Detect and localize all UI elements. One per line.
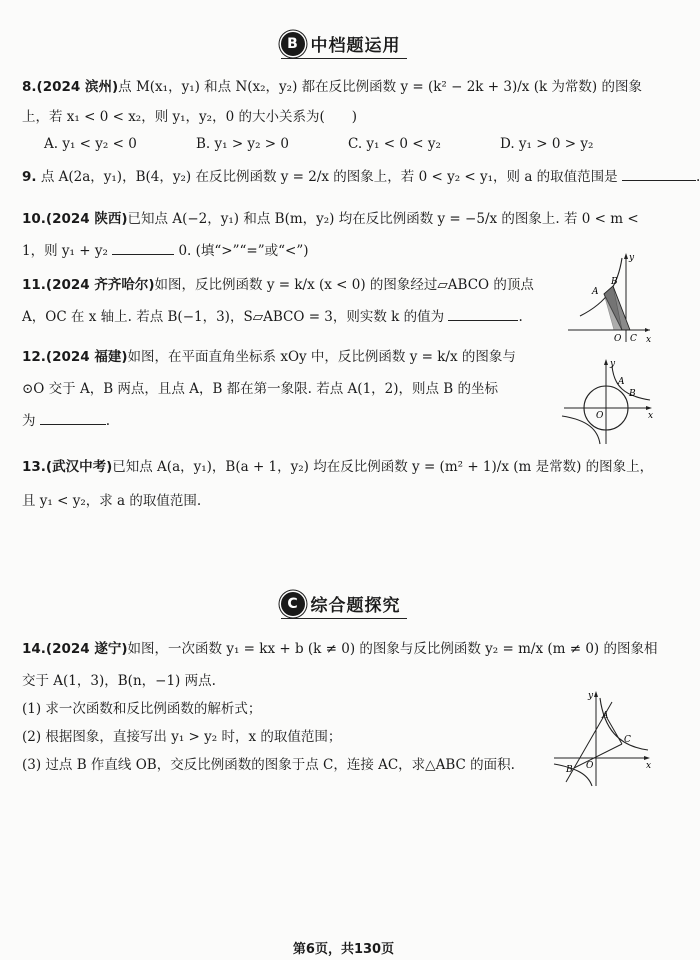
q10-source: (2024 陕西): [45, 211, 128, 227]
q13-source: (武汉中考): [45, 459, 113, 475]
q12-label-x: x: [648, 411, 654, 421]
q14-number: 14.: [22, 641, 46, 657]
q14-figure: [552, 688, 656, 788]
q11-answer-blank[interactable]: [448, 306, 518, 321]
q12-label-o: O: [596, 411, 604, 421]
q13-line1: 已知点 A(a，y₁)，B(a + 1，y₂) 均在反比例函数 y = (m² + 1)/x (m 是常数) 的图象上，: [112, 459, 654, 475]
section-b-badge: B: [281, 32, 305, 56]
q12-label-a: A: [618, 377, 625, 387]
q14-label-x: x: [646, 761, 652, 771]
q14-part-2: (2) 根据图象，直接写出 y₁ > y₂ 时，x 的取值范围；: [22, 729, 342, 745]
q13-number: 13.: [22, 459, 46, 475]
q11-number: 11.: [22, 277, 46, 293]
q8-option-a: A. y₁ < y₂ < 0: [44, 136, 137, 152]
q14-part-3: (3) 过点 B 作直线 OB，交反比例函数的图象于点 C，连接 AC，求△ABC 的面积.: [22, 757, 515, 773]
section-b-header: [0, 30, 687, 60]
q10-line1: 已知点 A(−2，y₁) 和点 B(m，y₂) 均在反比例函数 y = −5/x 的图象上. 若 0 < m <: [127, 211, 639, 227]
q12-line2: ⊙O 交于 A，B 两点，且点 A，B 都在第一象限. 若点 A(1，2)，则点 B 的坐标: [22, 381, 499, 397]
q14-label-b: B: [566, 765, 573, 775]
q11-label-b: B: [611, 277, 618, 287]
q12-figure: [562, 356, 658, 446]
q8-number: 8.: [22, 79, 37, 95]
q14-line2: 交于 A(1，3)，B(n，−1) 两点.: [22, 673, 216, 689]
q14-line1: 如图，一次函数 y₁ = kx + b (k ≠ 0) 的图象与反比例函数 y₂ = m/x (m ≠ 0) 的图象相: [127, 641, 658, 657]
q10-answer-blank[interactable]: [112, 240, 174, 255]
q12-line1: 如图，在平面直角坐标系 xOy 中，反比例函数 y = k/x 的图象与: [127, 349, 516, 365]
q10-line2-a: 1，则 y₁ + y₂: [22, 243, 108, 259]
q11-line1: 如图，反比例函数 y = k/x (x < 0) 的图象经过▱ABCO 的顶点: [154, 277, 534, 293]
section-b-title: 中档题运用: [310, 36, 401, 56]
q14-label-a: A: [602, 711, 609, 721]
q8-option-b: B. y₁ > y₂ > 0: [196, 136, 289, 152]
q12-line3-b: .: [105, 413, 111, 429]
q9-number: 9.: [22, 169, 37, 185]
q12-line3-a: 为: [22, 413, 36, 429]
q11-source: (2024 齐齐哈尔): [45, 277, 155, 293]
q11-line2-b: .: [518, 309, 523, 325]
section-c-header: [0, 590, 687, 620]
q8-line1: 点 M(x₁，y₁) 和点 N(x₂，y₂) 都在反比例函数 y = (k² − 2k + 3)/x (k 为常数) 的图象: [118, 79, 642, 95]
q9-end: .: [695, 169, 700, 185]
q9-answer-blank[interactable]: [622, 166, 696, 181]
q11-label-c: C: [630, 334, 637, 344]
q8-options: [44, 136, 654, 152]
q11-line2-a: A，OC 在 x 轴上. 若点 B(−1，3)，S▱ABCO = 3，则实数 k 的值为: [22, 309, 445, 325]
q13-line2: 且 y₁ < y₂，求 a 的取值范围.: [22, 493, 202, 509]
q12-source: (2024 福建): [45, 349, 128, 365]
q14-source: (2024 遂宁): [45, 641, 128, 657]
q10-number: 10.: [22, 211, 46, 227]
section-c-badge: C: [281, 592, 305, 616]
q12-number: 12.: [22, 349, 46, 365]
q12-answer-blank[interactable]: [40, 410, 106, 425]
section-c-title: 综合题探究: [310, 596, 401, 616]
q8-source: (2024 滨州): [36, 79, 119, 95]
q14-label-c: C: [624, 735, 631, 745]
q14-label-o: O: [586, 761, 594, 771]
q8-option-d: D. y₁ > 0 > y₂: [500, 136, 594, 152]
q14-label-y: y: [588, 691, 594, 701]
q8-line2: 上，若 x₁ < 0 < x₂，则 y₁，y₂，0 的大小关系为( ): [22, 109, 358, 125]
q11-label-x: x: [646, 335, 652, 345]
q11-label-y: y: [629, 253, 635, 263]
q11-label-a: A: [592, 287, 599, 297]
q10-line2-b: 0. (填“>”“=”或“<”): [178, 243, 309, 259]
q11-label-o: O: [614, 334, 622, 344]
q8-option-c: C. y₁ < 0 < y₂: [348, 136, 441, 152]
q11-figure: [566, 250, 658, 346]
page-footer: 第6页，共130页: [292, 942, 395, 957]
q12-label-b: B: [629, 389, 636, 399]
q12-label-y: y: [610, 359, 616, 369]
q14-part-1: (1) 求一次函数和反比例函数的解析式；: [22, 701, 262, 717]
q9-text: 点 A(2a，y₁)，B(4，y₂) 在反比例函数 y = 2/x 的图象上，若 0 < y₂ < y₁，则 a 的取值范围是: [40, 169, 618, 185]
